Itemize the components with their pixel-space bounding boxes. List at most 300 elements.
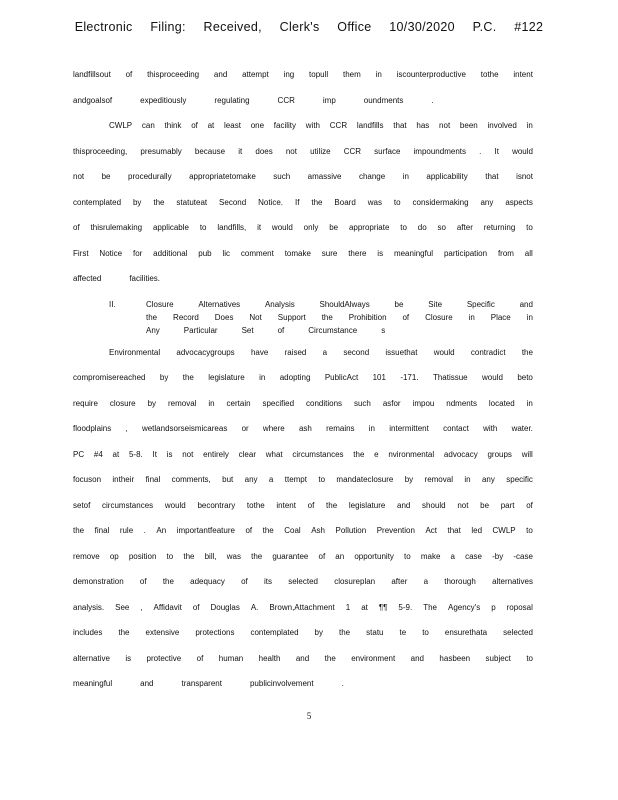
word: e — [374, 449, 379, 459]
word: procedurally — [128, 172, 172, 181]
text-line — [73, 595, 533, 621]
word: asfor — [382, 398, 401, 408]
word: case — [465, 551, 483, 561]
word: topull — [309, 70, 329, 79]
word: in — [368, 424, 376, 433]
word: groups — [487, 449, 512, 459]
word: health — [258, 653, 281, 663]
word: mandateclosure — [336, 475, 394, 484]
word: would — [512, 146, 533, 156]
word: was — [367, 197, 382, 207]
word: ash — [298, 424, 312, 433]
word: second — [343, 347, 370, 357]
word: in — [259, 373, 266, 382]
word: of — [526, 500, 533, 510]
word: a — [423, 577, 429, 586]
word: where — [262, 424, 285, 433]
word: protective — [146, 653, 182, 663]
word: 1 — [345, 602, 351, 612]
word: additional — [153, 248, 188, 258]
word: p — [491, 602, 496, 612]
word: hasbeen — [439, 653, 471, 663]
word: it — [238, 146, 243, 156]
word: Brown,Attachment — [269, 602, 335, 612]
word: Thatissue — [432, 373, 468, 382]
word: that — [485, 172, 499, 181]
word: Pollution — [335, 526, 367, 535]
word: removal — [424, 475, 453, 484]
word: facility — [273, 121, 297, 130]
word: considermaking — [412, 197, 469, 207]
word: 5-9. — [398, 602, 413, 612]
word: in — [526, 398, 533, 408]
word: in — [526, 121, 533, 130]
heading-word: Record — [173, 312, 199, 322]
word: and — [410, 653, 424, 663]
word: advocacy — [443, 449, 478, 459]
word: all — [524, 248, 533, 258]
word: If — [294, 197, 300, 207]
word: that — [393, 121, 407, 130]
word: would — [271, 223, 293, 232]
word: CCR — [329, 121, 348, 130]
heading-word: Not — [249, 312, 262, 322]
heading-word: Site — [428, 299, 443, 309]
heading-word: Alternatives — [198, 299, 241, 309]
heading-word: s — [381, 325, 386, 335]
word: to — [318, 475, 326, 484]
word: the — [353, 449, 365, 459]
word: CWLP — [492, 526, 516, 535]
word: of — [73, 223, 80, 232]
heading-word: Closure — [146, 299, 174, 309]
word: in — [208, 398, 215, 408]
word: make — [420, 551, 441, 561]
word: any — [480, 197, 494, 207]
word: wetlandsorseismicareas — [141, 424, 228, 433]
word: guarantee — [272, 551, 309, 561]
word: Environmental — [109, 347, 161, 357]
word: an — [335, 551, 345, 561]
word: does — [255, 146, 273, 156]
word: should — [422, 500, 446, 510]
word: of — [307, 500, 315, 510]
word: utilize — [310, 146, 331, 156]
word: circumstances — [292, 449, 344, 459]
text-line — [73, 671, 533, 697]
word: opportunity — [354, 551, 394, 561]
word: Agency's — [447, 602, 481, 612]
heading-word: Particular — [183, 325, 218, 335]
word: them — [342, 70, 361, 79]
word: te — [399, 628, 407, 637]
word: involved — [487, 121, 517, 130]
word: imp — [322, 95, 336, 105]
word: in — [375, 70, 382, 79]
heading-line — [146, 298, 533, 311]
word: the — [339, 628, 351, 637]
word: water. — [511, 424, 533, 433]
word: of — [125, 70, 133, 79]
filing-header: Electronic Filing: Received, Clerk's Office 10/30/2020 P.C. #122 — [74, 20, 544, 34]
heading-word: Support — [277, 312, 306, 322]
word: tomake — [284, 248, 311, 258]
text-line — [73, 340, 533, 366]
word: aspects — [505, 197, 533, 207]
text-line — [73, 241, 533, 267]
word: landfills, — [217, 223, 247, 232]
word: the — [326, 500, 338, 510]
word: circumstances — [102, 500, 154, 510]
word: and — [295, 653, 310, 663]
word: ¶¶ — [378, 602, 388, 612]
word: First — [73, 248, 89, 258]
word: CWLP — [109, 121, 133, 130]
word: impoundments — [413, 146, 466, 156]
word: of — [139, 577, 147, 586]
word: change — [358, 172, 386, 181]
word: surface — [374, 146, 401, 156]
word: and — [213, 70, 228, 79]
word: -171. — [400, 373, 419, 382]
word: closure — [109, 398, 136, 408]
text-line — [73, 620, 533, 646]
word: specific — [506, 475, 533, 484]
word: a — [322, 347, 328, 357]
word: . — [143, 526, 146, 535]
word: impou — [412, 398, 435, 408]
word: would — [433, 347, 455, 357]
word: not — [182, 449, 194, 459]
word: affected — [73, 274, 102, 283]
word: focuson — [73, 475, 102, 484]
word: roposal — [506, 602, 533, 612]
word: attempt — [242, 70, 269, 79]
text-line — [73, 139, 533, 165]
word: intermittent — [389, 424, 429, 433]
text-line — [73, 62, 533, 88]
word: Notice. — [258, 197, 284, 207]
word: the — [182, 373, 194, 382]
word: by — [132, 197, 142, 207]
word: publicinvolvement — [249, 679, 314, 688]
word: the — [153, 197, 165, 207]
text-line — [73, 416, 533, 442]
word: to — [166, 551, 174, 561]
word: but — [222, 475, 234, 484]
heading-word: Circumstance — [308, 325, 358, 335]
word: landfills — [356, 121, 384, 130]
word: a — [268, 475, 274, 484]
word: do — [417, 223, 427, 232]
word: ing — [283, 70, 295, 79]
word: not — [457, 500, 469, 510]
word: and — [397, 500, 411, 510]
word: require — [73, 398, 98, 408]
word: demonstration — [73, 577, 124, 586]
heading-word: of — [277, 325, 285, 335]
word: by — [159, 373, 169, 382]
word: to — [393, 197, 401, 207]
heading-word: the — [146, 312, 158, 322]
word: intheir — [112, 475, 135, 484]
word: with — [483, 424, 498, 433]
heading-word: of — [402, 312, 410, 322]
word: can — [141, 121, 155, 130]
section-number: II. — [109, 299, 116, 309]
word: extensive — [145, 628, 180, 637]
word: rule — [119, 526, 134, 535]
word: Board — [334, 197, 356, 207]
word: the — [162, 577, 174, 586]
word: floodplains — [73, 424, 112, 433]
word: thisproceeding — [147, 70, 200, 79]
word: meaningful — [393, 248, 434, 258]
paragraph-3 — [73, 340, 533, 697]
body-text — [73, 62, 533, 697]
word: lic — [222, 248, 231, 258]
word: located — [488, 398, 515, 408]
word: , — [125, 424, 128, 433]
word: the — [324, 653, 336, 663]
page-number: 5 — [306, 711, 312, 721]
word: from — [497, 248, 514, 258]
word: such — [273, 172, 291, 181]
word: ttempt — [284, 475, 307, 484]
word: what — [265, 449, 283, 459]
word: legislature — [208, 373, 245, 382]
word: comments, — [171, 475, 211, 484]
paragraph-1 — [73, 62, 533, 113]
heading-word: Closure — [425, 312, 453, 322]
word: An — [156, 526, 167, 535]
word: at — [112, 449, 120, 459]
word: raised — [284, 347, 307, 357]
word: a — [450, 551, 455, 561]
word: importantfeature — [176, 526, 235, 535]
word: in — [464, 475, 471, 484]
word: after — [456, 223, 473, 232]
word: of — [196, 653, 204, 663]
word: beto — [517, 373, 533, 382]
text-line — [73, 215, 533, 241]
word: be — [480, 500, 490, 510]
text-line — [73, 518, 533, 544]
word: has — [416, 121, 430, 130]
word: contemplated — [73, 197, 122, 207]
word: statuteat — [176, 197, 208, 207]
word: . — [341, 679, 344, 688]
word: thisrulemaking — [90, 223, 143, 232]
word: the — [73, 526, 85, 535]
word: its — [263, 577, 272, 586]
word: Prevention — [376, 526, 415, 535]
word: compromisereached — [73, 373, 146, 382]
word: Douglas — [210, 602, 240, 612]
word: the — [521, 347, 533, 357]
word: any — [244, 475, 258, 484]
word: CCR — [343, 146, 362, 156]
heading-word: be — [394, 299, 404, 309]
word: and — [140, 679, 154, 688]
word: regulating — [214, 95, 250, 105]
paragraph-2 — [73, 113, 533, 292]
word: any — [481, 475, 495, 484]
word: setof — [73, 500, 91, 510]
word: at — [361, 602, 368, 612]
word: It — [152, 449, 157, 459]
word: advocacygroups — [176, 347, 235, 357]
word: op — [109, 551, 119, 561]
word: protections — [195, 628, 235, 637]
heading-word: ShouldAlways — [319, 299, 370, 309]
word: the — [311, 197, 323, 207]
word: statu — [366, 628, 384, 637]
heading-word: Specific — [466, 299, 495, 309]
word: only — [303, 223, 319, 232]
word: environment — [351, 653, 396, 663]
word: at — [207, 121, 215, 130]
word: includes — [73, 628, 103, 637]
word: to — [422, 628, 429, 637]
word: participation — [443, 248, 488, 258]
word: there — [348, 248, 367, 258]
word: of — [192, 602, 200, 612]
word: is — [377, 248, 384, 258]
word: 101 — [372, 373, 386, 382]
word: ndments — [446, 398, 477, 408]
word: Notice — [99, 248, 123, 258]
word: of — [318, 551, 326, 561]
word: nvironmental — [388, 449, 435, 459]
word: not — [439, 121, 451, 130]
word: Affidavit — [153, 602, 182, 612]
word: or — [241, 424, 249, 433]
word: applicability — [426, 172, 468, 181]
word: part — [500, 500, 515, 510]
word: facilities. — [129, 274, 161, 283]
word: tothe — [480, 70, 499, 79]
text-line — [73, 442, 533, 468]
word: it — [257, 223, 262, 232]
word: remains — [326, 424, 355, 433]
word: for — [132, 248, 143, 258]
word: . — [431, 95, 434, 105]
word: is — [166, 449, 173, 459]
word: amassive — [307, 172, 342, 181]
word: contemplated — [250, 628, 299, 637]
word: will — [521, 449, 533, 459]
word: in — [402, 172, 409, 181]
word: so — [437, 223, 446, 232]
word: to — [404, 551, 411, 561]
word: alternative — [73, 653, 110, 663]
word: position — [128, 551, 157, 561]
word: by — [147, 398, 157, 408]
word: Act — [425, 526, 437, 535]
word: by — [314, 628, 323, 637]
text-line — [73, 113, 533, 139]
word: returning — [483, 223, 516, 232]
word: expeditiously — [140, 95, 187, 105]
heading-word: and — [519, 299, 533, 309]
word: . — [479, 146, 482, 156]
word: iscounterproductive — [396, 70, 466, 79]
word: because — [194, 146, 226, 156]
word: andgoalsof — [73, 95, 113, 105]
word: not — [73, 172, 85, 181]
word: that — [447, 526, 461, 535]
word: be — [101, 172, 111, 181]
section-heading-text — [109, 298, 533, 337]
word: bill, — [204, 551, 217, 561]
word: least — [224, 121, 241, 130]
word: becontrary — [197, 500, 236, 510]
heading-word: Analysis — [264, 299, 295, 309]
word: Coal — [284, 526, 301, 535]
word: intent — [513, 70, 533, 79]
heading-word: Does — [214, 312, 234, 322]
word: by — [404, 475, 414, 484]
word: be — [329, 223, 339, 232]
text-line — [73, 569, 533, 595]
word: Second — [219, 197, 247, 207]
text-line — [73, 365, 533, 391]
word: think — [164, 121, 182, 130]
word: contact — [443, 424, 469, 433]
word: tothe — [246, 500, 265, 510]
word: was — [226, 551, 241, 561]
word: would — [164, 500, 186, 510]
word: adequacy — [190, 577, 225, 586]
word: to — [400, 223, 407, 232]
word: such — [353, 398, 371, 408]
text-line — [73, 467, 533, 493]
heading-word: in — [526, 312, 533, 322]
heading-word: Set — [241, 325, 254, 335]
word: See — [115, 602, 130, 612]
word: 5-8. — [128, 449, 143, 459]
word: specified — [262, 398, 295, 408]
word: A. — [250, 602, 259, 612]
word: final — [145, 475, 161, 484]
word: It — [494, 146, 499, 156]
word: to — [526, 653, 533, 663]
word: not — [285, 146, 297, 156]
word: human — [218, 653, 244, 663]
word: thisproceeding, — [73, 146, 128, 156]
heading-word: in — [468, 312, 475, 322]
word: CCR — [277, 95, 295, 105]
word: thorough — [444, 577, 476, 586]
word: oundments — [363, 95, 404, 105]
heading-word: Place — [490, 312, 511, 322]
word: landfillsout — [73, 70, 111, 79]
word: subject — [485, 653, 511, 663]
word: selected — [288, 577, 318, 586]
word: clear — [238, 449, 256, 459]
word: the — [251, 551, 263, 561]
word: comment — [240, 248, 274, 258]
text-line — [73, 164, 533, 190]
word: of — [191, 121, 198, 130]
word: presumably — [140, 146, 182, 156]
heading-word: Any — [146, 325, 160, 335]
word: meaningful — [73, 679, 113, 688]
word: with — [305, 121, 321, 130]
word: The — [423, 602, 437, 612]
word: ensurethata — [444, 628, 488, 637]
